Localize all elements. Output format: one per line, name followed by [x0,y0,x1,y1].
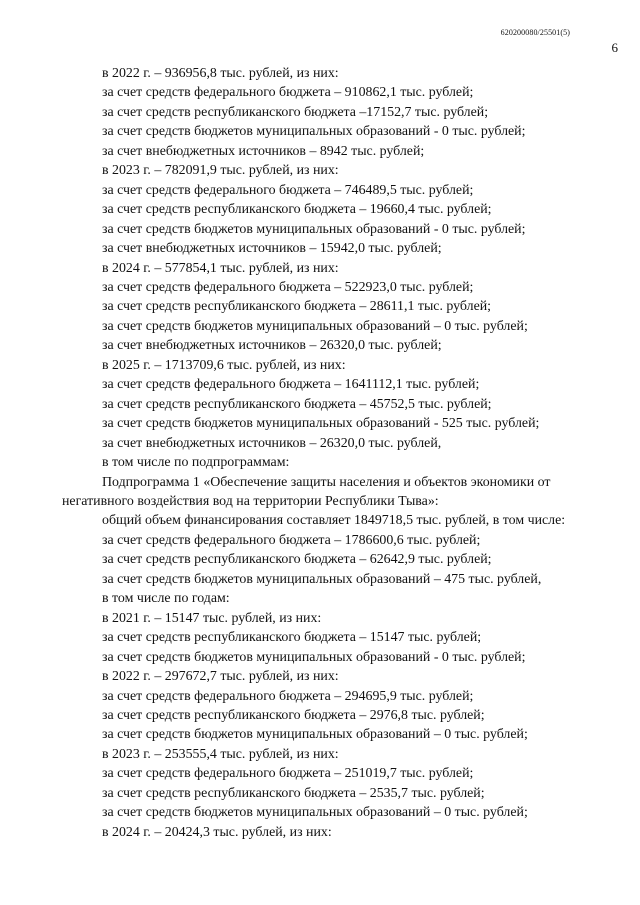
text-line: за счет внебюджетных источников – 8942 тыс. рублей; [102,143,425,159]
text-line: за счет внебюджетных источников – 26320,0 тыс. рублей; [102,338,442,354]
text-line: за счет средств бюджетов муниципальных образований – 475 тыс. рублей, [102,571,542,587]
text-line: за счет средств бюджетов муниципальных образований – 0 тыс. рублей; [102,727,528,743]
text-line: за счет средств республиканского бюджета – 15147 тыс. рублей; [102,630,482,646]
text-line: за счет средств республиканского бюджета – 62642,9 тыс. рублей; [102,552,492,568]
text-line: за счет внебюджетных источников – 26320,0 тыс. рублей, [102,435,442,451]
text-line: за счет средств республиканского бюджета – 2535,7 тыс. рублей; [102,785,485,801]
text-line: за счет средств федерального бюджета – 294695,9 тыс. рублей; [102,688,474,704]
text-line: за счет средств федерального бюджета – 1641112,1 тыс. рублей; [102,377,480,393]
text-line: за счет средств республиканского бюджета – 45752,5 тыс. рублей; [102,396,492,412]
text-line: в 2024 г. – 20424,3 тыс. рублей, из них: [102,824,332,840]
text-line: за счет средств бюджетов муниципальных образований – 0 тыс. рублей; [102,318,528,334]
text-line: в 2023 г. – 253555,4 тыс. рублей, из них: [102,746,339,762]
text-line: за счет средств республиканского бюджета – 19660,4 тыс. рублей; [102,202,492,218]
text-line: за счет средств республиканского бюджета – 2976,8 тыс. рублей; [102,707,485,723]
text-line: за счет средств федерального бюджета – 746489,5 тыс. рублей; [102,182,474,198]
document-body [62,64,610,842]
text-line: за счет средств бюджетов муниципальных образований - 0 тыс. рублей; [102,221,526,237]
text-line: общий объем финансирования составляет 1849718,5 тыс. рублей, в том числе: [102,513,566,529]
text-line: в 2022 г. – 297672,7 тыс. рублей, из них: [102,669,339,685]
text-line: за счет средств бюджетов муниципальных образований – 0 тыс. рублей; [102,805,528,821]
document-code: 620200080/25501(5) [500,28,570,37]
text-line: в 2025 г. – 1713709,6 тыс. рублей, из них: [102,357,346,373]
text-line: за счет средств бюджетов муниципальных образований - 0 тыс. рублей; [102,124,526,140]
text-line: в том числе по годам: [102,591,230,607]
text-line: за счет средств республиканского бюджета – 28611,1 тыс. рублей; [102,299,492,315]
text-line: за счет внебюджетных источников – 15942,0 тыс. рублей; [102,241,442,257]
text-line: за счет средств федерального бюджета – 251019,7 тыс. рублей; [102,766,474,782]
text-line: за счет средств федерального бюджета – 1786600,6 тыс. рублей; [102,532,481,548]
text-line: в 2022 г. – 936956,8 тыс. рублей, из них: [102,66,339,81]
page-number: 6 [611,40,618,55]
subprogram-heading: Подпрограмма 1 «Обеспечение защиты населения и объектов экономики от [102,474,551,490]
text-line: за счет средств федерального бюджета – 910862,1 тыс. рублей; [102,85,474,101]
text-line: за счет средств федерального бюджета – 522923,0 тыс. рублей; [102,279,474,295]
subprogram-heading-continued: негативного воздействия вод на территории Республики Тыва»: [62,493,439,509]
text-line: за счет средств бюджетов муниципальных образований - 0 тыс. рублей; [102,649,526,665]
text-line: за счет средств бюджетов муниципальных образований - 525 тыс. рублей; [102,416,540,432]
text-line: в том числе по подпрограммам: [102,455,290,471]
text-line: в 2021 г. – 15147 тыс. рублей, из них: [102,610,322,626]
text-line: в 2024 г. – 577854,1 тыс. рублей, из них: [102,260,339,276]
text-line: в 2023 г. – 782091,9 тыс. рублей, из них: [102,163,339,179]
text-line: за счет средств республиканского бюджета –17152,7 тыс. рублей; [102,104,489,120]
